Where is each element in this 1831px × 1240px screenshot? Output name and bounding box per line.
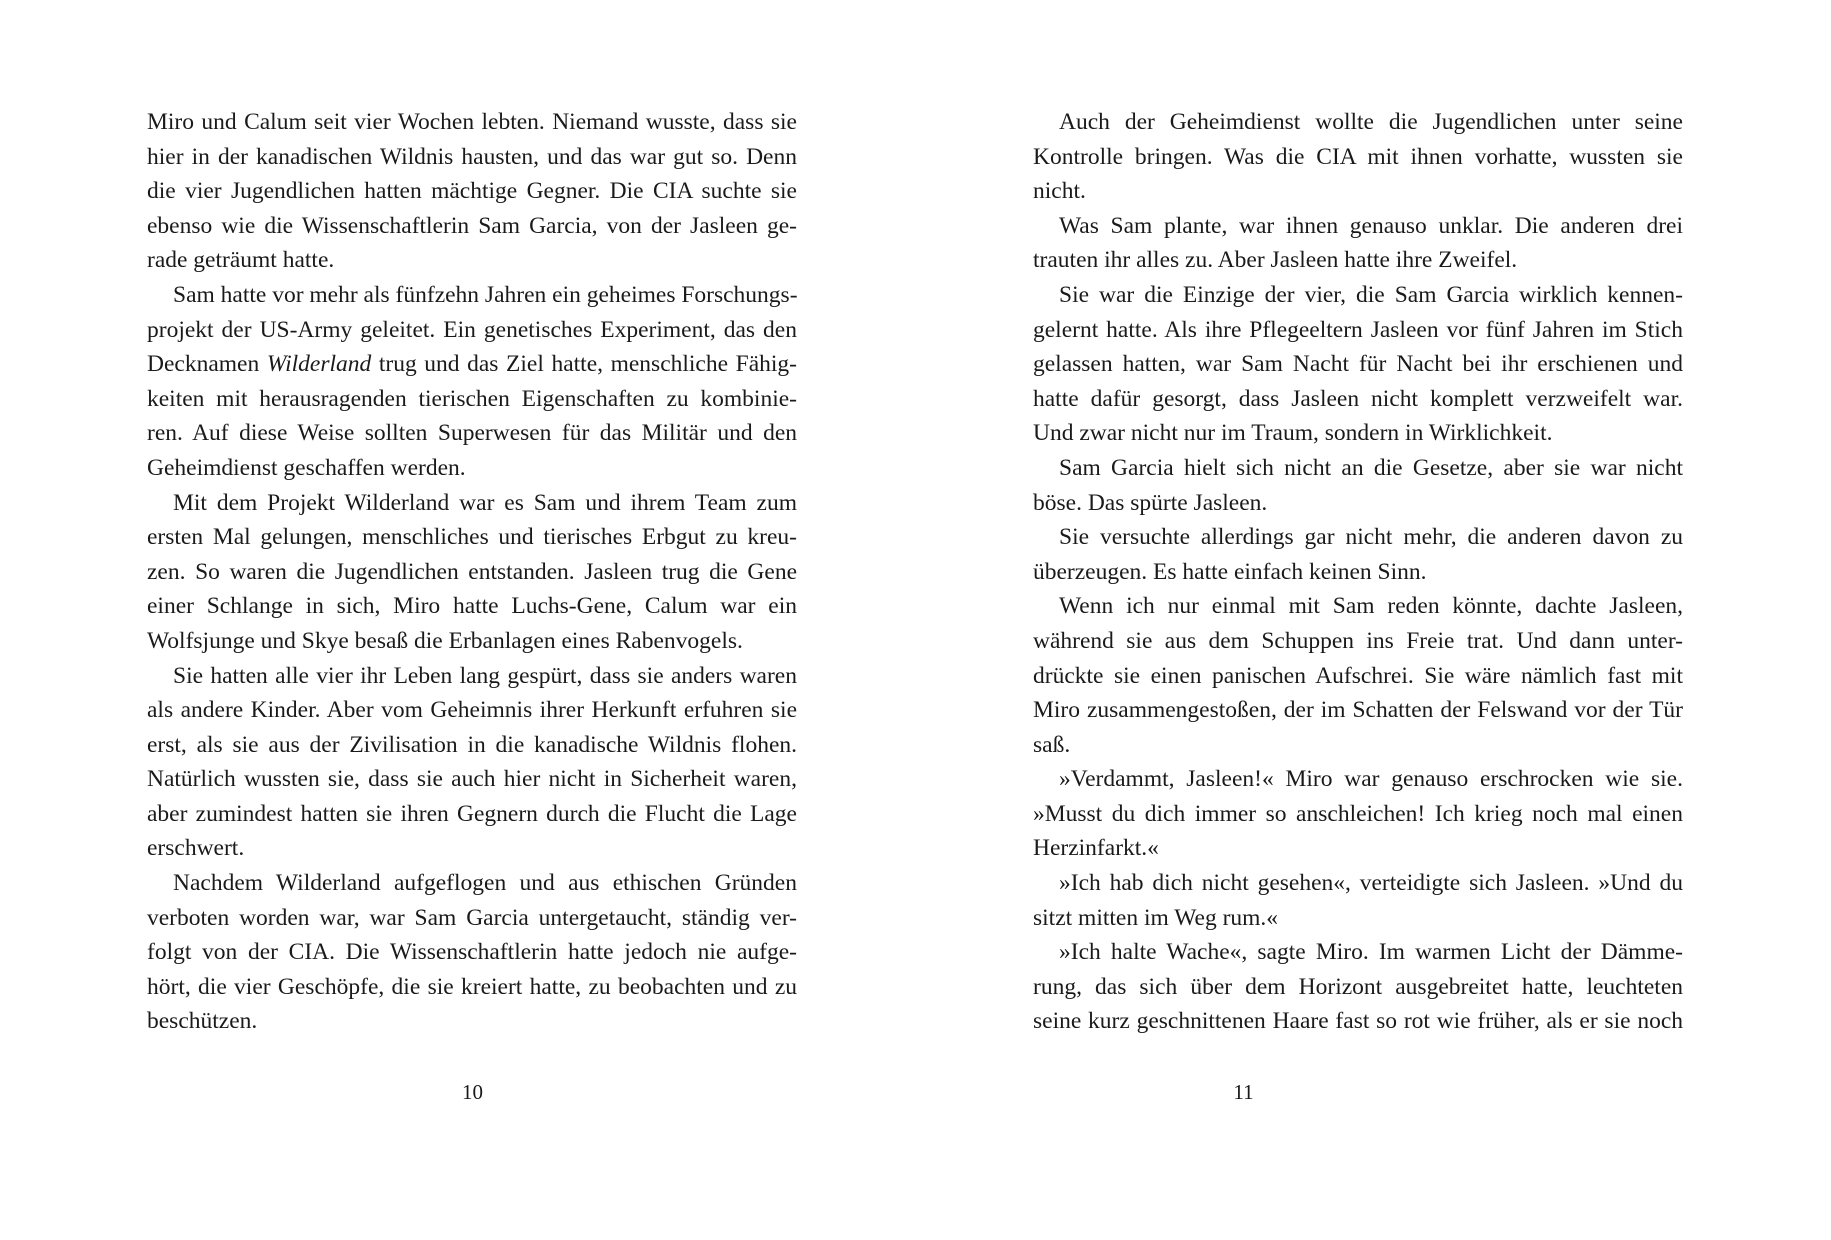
text-line: Miro und Calum seit vier Wochen lebten. Niemand wusste, dass sie [147, 109, 797, 135]
text-line: verboten worden war, war Sam Garcia untergetaucht, ständig ver- [147, 904, 797, 931]
text-line: erschwert. [147, 835, 245, 862]
text-line: böse. Das spürte Jasleen. [1033, 489, 1268, 516]
right-page-text [1033, 105, 1683, 1039]
text-line: ren. Auf diese Weise sollten Superwesen für das Militär und den [147, 420, 797, 447]
text-line: gelernt hatte. Als ihre Pflegeeltern Jasleen vor fünf Jahren im Stich [1033, 316, 1683, 343]
text-line: keiten mit herausragenden tierischen Eigenschaften zu kombinie- [147, 385, 797, 412]
right-page-number: 11 [1233, 1080, 1254, 1104]
text-line: folgt von der CIA. Die Wissenschaftlerin hatte jedoch nie aufge- [147, 939, 797, 966]
text-line: ebenso wie die Wissenschaftlerin Sam Garcia, von der Jasleen ge- [147, 212, 797, 239]
text-line: erst, als sie aus der Zivilisation in die kanadische Wildnis flohen. [147, 731, 797, 758]
text-line: die vier Jugendlichen hatten mächtige Gegner. Die CIA suchte sie [147, 178, 797, 205]
text-line: »Ich halte Wache«, sagte Miro. Im warmen Licht der Dämme- [1059, 939, 1683, 966]
text-line: aber zumindest hatten sie ihren Gegnern durch die Flucht die Lage [147, 800, 797, 827]
text-line: rung, das sich über dem Horizont ausgebreitet hatte, leuchteten [1033, 973, 1683, 1000]
text-line: zen. So waren die Jugendlichen entstanden. Jasleen trug die Gene [147, 558, 797, 585]
text-line: Sie versuchte allerdings gar nicht mehr, die anderen davon zu [1059, 524, 1683, 551]
text-line: Nachdem Wilderland aufgeflogen und aus ethischen Gründen [173, 870, 797, 897]
text-line: Natürlich wussten sie, dass sie auch hier nicht in Sicherheit waren, [147, 766, 797, 793]
text-line: seine kurz geschnittenen Haare fast so rot wie früher, als er sie noch [1033, 1008, 1683, 1035]
text-line: beschützen. [147, 1008, 258, 1035]
text-line: gelassen hatten, war Sam Nacht für Nacht bei ihr erschienen und [1033, 351, 1683, 378]
text-line: nicht. [1033, 178, 1086, 205]
text-line: während sie aus dem Schuppen ins Freie trat. Und dann unter- [1033, 627, 1683, 654]
italic-title: Wilderland [266, 351, 372, 378]
text-line: Miro zusammengestoßen, der im Schatten der Felswand vor der Tür [1033, 697, 1683, 724]
text-line: einer Schlange in sich, Miro hatte Luchs-Gene, Calum war ein [147, 593, 797, 620]
text-line-segment: trug und das Ziel hatte, menschliche Fähig- [371, 351, 797, 378]
text-line: überzeugen. Es hatte einfach keinen Sinn. [1033, 558, 1427, 585]
left-page-number: 10 [462, 1080, 483, 1104]
text-line: hatte dafür gesorgt, dass Jasleen nicht komplett verzweifelt war. [1033, 385, 1683, 412]
text-line: Sam hatte vor mehr als fünfzehn Jahren ein geheimes Forschungs- [173, 281, 798, 308]
text-line: »Musst du dich immer so anschleichen! Ich krieg noch mal einen [1033, 800, 1683, 827]
text-line: Sam Garcia hielt sich nicht an die Gesetze, aber sie war nicht [1059, 454, 1683, 481]
text-line: Sie war die Einzige der vier, die Sam Garcia wirklich kennen- [1059, 281, 1683, 308]
text-line: Kontrolle bringen. Was die CIA mit ihnen vorhatte, wussten sie [1033, 143, 1683, 170]
text-line: saß. [1033, 731, 1071, 758]
text-line-segment: Decknamen [147, 351, 267, 378]
text-line: Sie hatten alle vier ihr Leben lang gespürt, dass sie anders waren [173, 662, 797, 689]
right-page [916, 0, 1831, 1240]
text-line: Geheimdienst geschaffen werden. [147, 454, 466, 481]
text-line: Was Sam plante, war ihnen genauso unklar. Die anderen drei [1059, 212, 1683, 239]
text-line: hier in der kanadischen Wildnis hausten, und das war gut so. Denn [147, 143, 797, 170]
left-page-text [147, 105, 797, 1039]
text-line: Wenn ich nur einmal mit Sam reden könnte, dachte Jasleen, [1059, 593, 1683, 620]
text-line: projekt der US-Army geleitet. Ein genetisches Experiment, das den [147, 316, 797, 343]
text-line: Und zwar nicht nur im Traum, sondern in Wirklichkeit. [1033, 420, 1553, 447]
text-line: Wolfsjunge und Skye besaß die Erbanlagen eines Rabenvogels. [147, 627, 743, 654]
text-line: sitzt mitten im Weg rum.« [1033, 904, 1279, 931]
text-line [147, 347, 797, 382]
text-line: Herzinfarkt.« [1033, 835, 1159, 862]
text-line: als andere Kinder. Aber vom Geheimnis ihrer Herkunft erfuhren sie [147, 697, 797, 724]
text-line: rade geträumt hatte. [147, 247, 335, 274]
left-page [0, 0, 915, 1240]
text-line: »Ich hab dich nicht gesehen«, verteidigte sich Jasleen. »Und du [1059, 870, 1683, 897]
text-line: hört, die vier Geschöpfe, die sie kreiert hatte, zu beobachten und zu [147, 973, 797, 1000]
text-line: drückte sie einen panischen Aufschrei. Sie wäre nämlich fast mit [1033, 662, 1683, 689]
text-line: Mit dem Projekt Wilderland war es Sam und ihrem Team zum [173, 489, 797, 516]
text-line: Auch der Geheimdienst wollte die Jugendlichen unter seine [1059, 109, 1683, 135]
text-line: »Verdammt, Jasleen!« Miro war genauso erschrocken wie sie. [1059, 766, 1683, 793]
text-line: ersten Mal gelungen, menschliches und tierisches Erbgut zu kreu- [147, 524, 797, 551]
text-line: trauten ihr alles zu. Aber Jasleen hatte ihre Zweifel. [1033, 247, 1518, 274]
